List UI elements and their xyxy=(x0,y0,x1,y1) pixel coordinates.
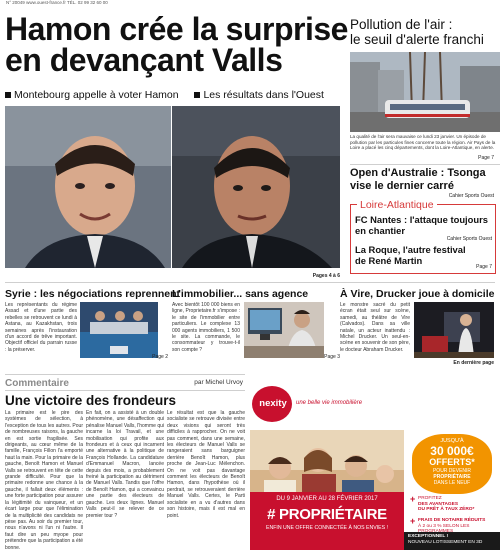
nexity-perk2-line2: À 2 ou 3 % SELON LES xyxy=(418,523,470,529)
masthead-strip: N° 20049 www.ouest-france.fr TÉL. 02 99 32 60 00 xyxy=(6,0,108,5)
nexity-plus-1: + xyxy=(410,494,416,504)
loire-item2-line2: de René Martin xyxy=(355,254,423,266)
nexity-offer-line2: PROPRIÉTAIRE xyxy=(433,474,471,480)
drucker-page-ref[interactable] xyxy=(430,360,494,366)
commentaire-col-2: En fait, on a assisté à un double phénomène, une désaffection qui pénalise Manuel Valls, l'homme qui incarne la loi Travail, et une mobilisation qui profite aux frondeurs et à ceux qui incarnent une alternative à la politique de François Hollande. La candidature d'Emmanuel Macron, lancée depuis des mois, a probablement freiné la participation au détriment de Manuel Valls. Tandis que l'offre de Benoît Hamon, qui a convaincu une partie des électeurs de gauche. Les deux lignes. Manuel Valls peut-il se relever de ce premier tour ? xyxy=(86,410,164,519)
commentaire-col-2-wrap xyxy=(86,410,164,550)
syrie-headline[interactable]: Syrie : les négociations reprennent xyxy=(5,288,181,300)
loire-item-la-roque[interactable] xyxy=(355,245,495,266)
commentaire-author: par Michel Urvoy xyxy=(194,379,243,386)
commentaire-col-3: Le résultat est que la gauche socialiste se retrouve divisée entre deux visions qui seront très difficiles à rapprocher. On ne voit pas comment, dans une semaine, les électeurs de Manuel Valls se rangeraient sans barguigner derrière Benoît Hamon, plus proche de Jean-Luc Mélenchon. On ne voit pas davantage comment les électeurs de Benoît Hamon, dans l'hypothèse où il perdrait, se retrouveraient derrière Manuel Valls. Certes, le Parti socialiste en a vu d'autres dans son histoire, mais il est mal en point. xyxy=(167,410,245,519)
nexity-brand: nexity xyxy=(259,398,287,409)
loire-atlantique-label: Loire-Atlantique xyxy=(357,199,437,211)
loire-item-fc-nantes[interactable] xyxy=(355,215,495,236)
lead-sub-1[interactable]: Montebourg appelle à voter Hamon xyxy=(14,89,179,101)
commentaire-col-1: La primaire est le pire des systèmes de sélection, à l'exception de tous les autres. Pour de nombreuses raisons, la gauche en est sortie fragilisée. Ses dirigeants, au cœur même de la famille, François Fillon l'a emporté haut la main. Pour la primaire de la gauche, Benoît Hamon et Manuel Valls se retrouvent en tête de cette grande difficulté. Pour que la primaire redonne une chance à la gauche, il fallait deux éléments : une forte participation pour assurer la légitimité du vainqueur, et un écart large pour que l'élimination de la multiplicité des candidats ne pèse pas. Au soir du premier tour, nous n'avons ni l'un ni l'autre. Il faut dire un peu myope pour prétendre que la participation a été bonne. xyxy=(5,410,83,550)
photo-immobilier xyxy=(244,302,324,358)
divider xyxy=(5,374,245,375)
drucker-headline[interactable]: À Vire, Drucker joue à domicile xyxy=(340,288,495,300)
drucker-page-ref-text: En dernière page xyxy=(453,360,494,366)
commentaire-title[interactable]: Une victoire des frondeurs xyxy=(5,393,177,408)
drucker-text: Le monstre sacré du petit écran était seul sur scène, samedi, au théâtre de Vire (Calvados). Dans sa ville natale, un acteur inattendu : Michel Drucker. Un seul-en-scène en souvenir de son père, le docteur Abraham Drucker. xyxy=(340,302,410,353)
nexity-perk1-line1: PROFITEZ xyxy=(418,496,442,501)
nexity-tagline: une belle vie immobilière xyxy=(296,400,363,406)
syrie-page-ref[interactable]: Page 2 xyxy=(152,354,168,360)
photo-pollution-tram xyxy=(350,52,500,132)
divider xyxy=(5,390,245,391)
lead-pages-ref[interactable]: Pages 4 à 6 xyxy=(312,273,340,279)
commentaire-label: Commentaire xyxy=(5,378,69,389)
nexity-footer xyxy=(408,534,498,546)
pollution-headline-line2: le seuil d'alerte franchi xyxy=(350,31,484,47)
pollution-caption: La qualité de l'air sera mauvaise ce lundi 23 janvier. Un épisode de pollution par les particules fines concerne toute la région. Air Pays de la Loire a placé les cinq départements, dont la Loire-Atlantique, en alerte. xyxy=(350,134,496,151)
pollution-headline[interactable] xyxy=(350,18,500,47)
nexity-offer-pre: JUSQU'À xyxy=(440,438,464,444)
nexity-offer-desc xyxy=(412,468,492,486)
tennis-headline-line2: vise le dernier carré xyxy=(350,179,454,192)
pollution-headline-line1: Pollution de l'air : xyxy=(350,17,453,32)
lead-headline[interactable] xyxy=(5,11,350,78)
tennis-headline-line1: Open d'Australie : Tsonga xyxy=(350,167,486,179)
immobilier-headline[interactable]: L'immobilier... sans agence xyxy=(172,288,309,300)
lead-headline-line1: Hamon crée la surprise xyxy=(5,11,348,47)
photo-drucker xyxy=(414,302,494,358)
divider xyxy=(350,164,500,165)
nexity-offer-label: OFFERTS* xyxy=(429,457,475,467)
nexity-perk2-line1: FRAIS DE NOTAIRE RÉDUITS xyxy=(418,518,486,523)
syrie-text: Les représentants du régime Assad et d'une partie des rebelles se retrouvent ce lundi à Astana, au Kazakhstan, trois semaines après l'instauration d'un accord de trêve important. Objectif officiel du parrain russe : la préserver. xyxy=(5,302,77,353)
divider xyxy=(5,282,495,283)
lead-sub-2[interactable]: Les résultats dans l'Ouest xyxy=(203,89,324,101)
tennis-headline[interactable] xyxy=(350,167,500,192)
nexity-footer-line1: EXCEPTIONNEL ! xyxy=(408,534,449,539)
loire-item1-ref[interactable]: Cahier Sports Ouest xyxy=(446,236,492,242)
nexity-footer-line2: NOUVEAU LOTISSEMENT EN 3D xyxy=(408,539,483,545)
nexity-offer-line3: DANS LE NEUF xyxy=(433,480,471,486)
photo-valls xyxy=(172,106,340,268)
nexity-offer-line1: POUR DEVENIR xyxy=(432,468,472,474)
nexity-perk1-line2: DES AVANTAGES xyxy=(418,501,459,507)
lead-subheads xyxy=(5,89,324,101)
loire-item2-ref[interactable]: Page 7 xyxy=(476,264,492,270)
nexity-ad[interactable] xyxy=(250,376,500,550)
nexity-perk-1 xyxy=(418,496,498,513)
immobilier-text: Avec bientôt 100 000 biens en ligne, Proprietaire.fr s'impose : le site de l'immobilier entre particuliers. Le complexe 13 000 agents immobiliers, 1 500 le site. La commande, le consommateur y trouve-t-il son compte ? xyxy=(172,302,240,353)
loire-item2-line1: La Roque, l'autre festival xyxy=(355,244,466,255)
nexity-banner-dates: DU 9 JANVIER AU 28 FÉVRIER 2017 xyxy=(276,496,378,502)
loire-item1-line2: en chantier xyxy=(355,224,406,236)
lead-headline-line2: en devançant Valls xyxy=(5,42,283,78)
square-bullet-icon xyxy=(5,92,11,98)
nexity-banner-sub: ENFIN UNE OFFRE CONNECTÉE À NOS ENVIES ! xyxy=(266,525,388,531)
nexity-perk1-line3: DU PRÊT À TAUX ZÉRO* xyxy=(418,507,475,513)
square-bullet-icon xyxy=(194,92,200,98)
loire-item1-line1: FC Nantes : l'attaque toujours xyxy=(355,214,488,225)
immobilier-page-ref[interactable]: Page 3 xyxy=(324,354,340,360)
nexity-banner-title: # PROPRIÉTAIRE xyxy=(267,506,387,523)
photo-hamon xyxy=(5,106,171,268)
tennis-ref[interactable]: Cahier Sports Ouest xyxy=(448,193,494,199)
nexity-plus-2: + xyxy=(410,516,416,526)
pollution-page-ref[interactable]: Page 7 xyxy=(478,155,494,161)
photo-syrie-talks xyxy=(80,302,158,358)
nexity-offer-amount: 30 000€ xyxy=(430,444,474,458)
